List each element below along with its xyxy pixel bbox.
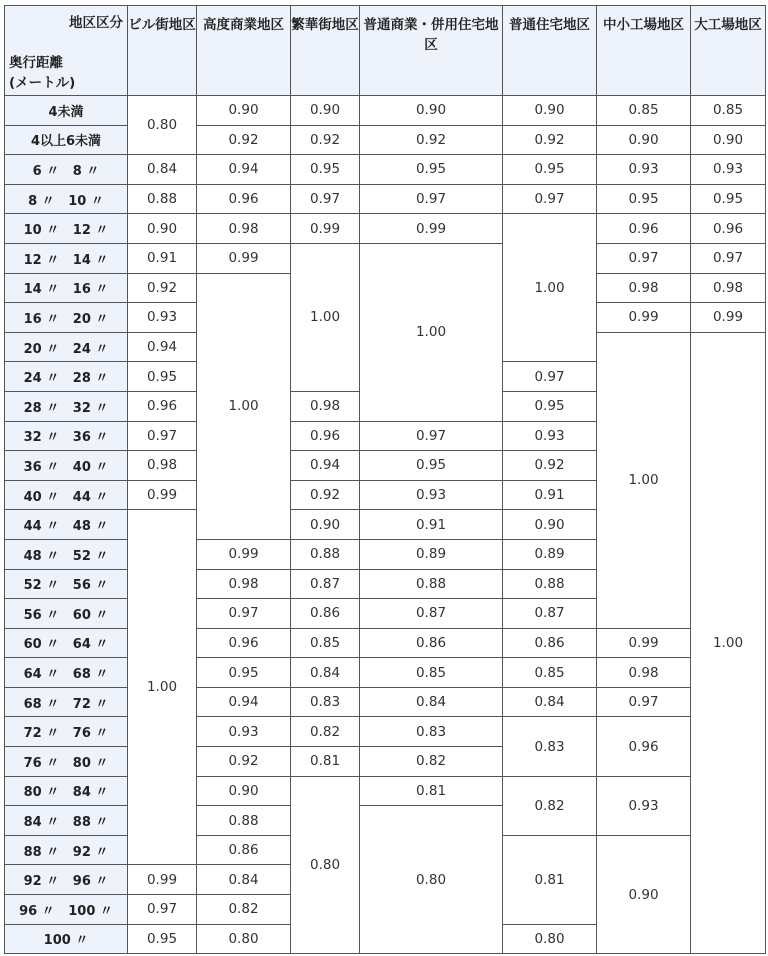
row-label-cell: 20 〃 24 〃	[5, 332, 128, 362]
value-cell: 0.90	[128, 214, 197, 244]
column-header-bustling-district: 繁華街地区	[291, 6, 360, 96]
value-cell: 1.00	[597, 332, 691, 628]
value-cell: 0.82	[360, 747, 503, 777]
value-cell: 0.90	[597, 835, 691, 953]
value-cell: 0.97	[597, 687, 691, 717]
value-cell: 0.99	[128, 480, 197, 510]
table-row	[5, 776, 766, 806]
value-cell: 0.93	[128, 303, 197, 333]
value-cell: 0.97	[360, 421, 503, 451]
row-label-cell: 28 〃 32 〃	[5, 391, 128, 421]
depth-distance-label-line2: (メートル)	[9, 75, 76, 91]
value-cell: 0.89	[503, 539, 597, 569]
row-label-cell: 96 〃 100 〃	[5, 895, 128, 925]
value-cell: 0.88	[360, 569, 503, 599]
row-label-cell: 10 〃 12 〃	[5, 214, 128, 244]
value-cell: 0.92	[291, 480, 360, 510]
value-cell: 0.95	[128, 924, 197, 954]
value-cell: 0.92	[503, 125, 597, 155]
value-cell: 0.83	[360, 717, 503, 747]
value-cell: 1.00	[291, 243, 360, 391]
value-cell: 0.93	[503, 421, 597, 451]
table-row	[5, 687, 766, 717]
value-cell: 0.99	[597, 628, 691, 658]
column-header-commercial-residential-district: 普通商業・併用住宅地区	[360, 6, 503, 96]
value-cell: 0.97	[197, 599, 291, 629]
value-cell: 0.95	[291, 155, 360, 185]
table-row	[5, 96, 766, 126]
district-category-label: 地区区分	[69, 15, 123, 31]
row-label-cell: 6 〃 8 〃	[5, 155, 128, 185]
row-label-cell: 44 〃 48 〃	[5, 510, 128, 540]
value-cell: 0.83	[291, 687, 360, 717]
depth-distance-label	[9, 53, 75, 93]
value-cell: 0.90	[503, 510, 597, 540]
value-cell: 0.80	[197, 924, 291, 954]
header-row	[5, 6, 766, 96]
table-row	[5, 214, 766, 244]
value-cell: 0.85	[691, 96, 766, 126]
row-label-cell: 32 〃 36 〃	[5, 421, 128, 451]
value-cell: 0.93	[597, 155, 691, 185]
table-row	[5, 125, 766, 155]
value-cell: 0.82	[291, 717, 360, 747]
value-cell: 0.86	[503, 628, 597, 658]
value-cell: 0.95	[503, 391, 597, 421]
row-label-cell: 84 〃 88 〃	[5, 806, 128, 836]
value-cell: 0.86	[197, 835, 291, 865]
value-cell: 0.81	[291, 747, 360, 777]
value-cell: 0.95	[197, 658, 291, 688]
row-label-cell: 8 〃 10 〃	[5, 184, 128, 214]
value-cell: 0.90	[597, 125, 691, 155]
value-cell: 0.81	[503, 835, 597, 924]
column-header-residential-district: 普通住宅地区	[503, 6, 597, 96]
table-row	[5, 658, 766, 688]
row-label-cell: 60 〃 64 〃	[5, 628, 128, 658]
value-cell: 0.91	[128, 243, 197, 273]
value-cell: 0.89	[360, 539, 503, 569]
value-cell: 0.85	[503, 658, 597, 688]
column-header-large-factory-district: 大工場地区	[691, 6, 766, 96]
row-label-cell: 88 〃 92 〃	[5, 835, 128, 865]
value-cell: 1.00	[197, 273, 291, 539]
value-cell: 0.99	[691, 303, 766, 333]
value-cell: 0.86	[291, 599, 360, 629]
value-cell: 0.94	[197, 687, 291, 717]
value-cell: 0.90	[197, 776, 291, 806]
value-cell: 0.90	[291, 510, 360, 540]
value-cell: 0.96	[291, 421, 360, 451]
value-cell: 1.00	[503, 214, 597, 362]
value-cell: 0.84	[197, 865, 291, 895]
value-cell: 0.97	[503, 362, 597, 392]
row-label-cell: 64 〃 68 〃	[5, 658, 128, 688]
value-cell: 0.90	[503, 96, 597, 126]
row-label-cell: 72 〃 76 〃	[5, 717, 128, 747]
value-cell: 0.94	[128, 332, 197, 362]
row-label-cell: 12 〃 14 〃	[5, 243, 128, 273]
row-label-cell: 92 〃 96 〃	[5, 865, 128, 895]
value-cell: 0.88	[503, 569, 597, 599]
column-header-building-district: ビル街地区	[128, 6, 197, 96]
value-cell: 0.92	[503, 451, 597, 481]
row-label-cell: 16 〃 20 〃	[5, 303, 128, 333]
value-cell: 0.95	[360, 451, 503, 481]
table-row	[5, 155, 766, 185]
value-cell: 0.85	[360, 658, 503, 688]
value-cell: 0.87	[291, 569, 360, 599]
value-cell: 0.90	[360, 96, 503, 126]
value-cell: 0.92	[360, 125, 503, 155]
value-cell: 0.96	[691, 214, 766, 244]
value-cell: 0.84	[291, 658, 360, 688]
value-cell: 0.80	[360, 806, 503, 954]
value-cell: 0.99	[291, 214, 360, 244]
value-cell: 0.98	[197, 569, 291, 599]
row-label-cell: 52 〃 56 〃	[5, 569, 128, 599]
value-cell: 0.92	[197, 747, 291, 777]
value-cell: 0.84	[503, 687, 597, 717]
value-cell: 0.94	[291, 451, 360, 481]
row-label-cell: 48 〃 52 〃	[5, 539, 128, 569]
row-label-cell: 36 〃 40 〃	[5, 451, 128, 481]
table-row	[5, 184, 766, 214]
value-cell: 0.98	[197, 214, 291, 244]
value-cell: 0.96	[597, 214, 691, 244]
value-cell: 0.92	[291, 125, 360, 155]
corner-header-cell	[5, 6, 128, 96]
value-cell: 0.99	[197, 243, 291, 273]
value-cell: 0.93	[197, 717, 291, 747]
value-cell: 0.98	[691, 273, 766, 303]
value-cell: 0.97	[597, 243, 691, 273]
column-header-small-factory-district: 中小工場地区	[597, 6, 691, 96]
value-cell: 0.96	[597, 717, 691, 776]
value-cell: 0.96	[128, 391, 197, 421]
value-cell: 0.93	[691, 155, 766, 185]
table-row	[5, 628, 766, 658]
value-cell: 0.97	[691, 243, 766, 273]
value-cell: 1.00	[128, 510, 197, 865]
row-label-cell: 40 〃 44 〃	[5, 480, 128, 510]
row-label-cell: 76 〃 80 〃	[5, 747, 128, 777]
value-cell: 0.97	[503, 184, 597, 214]
value-cell: 0.95	[360, 155, 503, 185]
row-label-cell: 100 〃	[5, 924, 128, 954]
row-label-cell: 80 〃 84 〃	[5, 776, 128, 806]
row-label-cell: 14 〃 16 〃	[5, 273, 128, 303]
value-cell: 0.88	[197, 806, 291, 836]
value-cell: 0.98	[128, 451, 197, 481]
value-cell: 0.90	[291, 96, 360, 126]
value-cell: 0.82	[503, 776, 597, 835]
value-cell: 0.91	[503, 480, 597, 510]
value-cell: 1.00	[360, 243, 503, 421]
value-cell: 0.82	[197, 895, 291, 925]
depth-distance-label-line1: 奥行距離	[9, 55, 63, 71]
value-cell: 0.80	[291, 776, 360, 954]
value-cell: 0.80	[503, 924, 597, 954]
value-cell: 0.85	[291, 628, 360, 658]
row-label-cell: 68 〃 72 〃	[5, 687, 128, 717]
value-cell: 0.99	[128, 865, 197, 895]
value-cell: 0.88	[128, 184, 197, 214]
value-cell: 0.87	[360, 599, 503, 629]
row-label-cell: 56 〃 60 〃	[5, 599, 128, 629]
value-cell: 0.97	[291, 184, 360, 214]
value-cell: 0.87	[503, 599, 597, 629]
value-cell: 0.98	[597, 273, 691, 303]
value-cell: 0.97	[128, 421, 197, 451]
value-cell: 0.81	[360, 776, 503, 806]
value-cell: 0.91	[360, 510, 503, 540]
value-cell: 0.95	[128, 362, 197, 392]
value-cell: 1.00	[691, 332, 766, 953]
value-cell: 0.95	[597, 184, 691, 214]
value-cell: 0.92	[197, 125, 291, 155]
row-label-cell: 4未満	[5, 96, 128, 126]
value-cell: 0.84	[360, 687, 503, 717]
value-cell: 0.96	[197, 184, 291, 214]
value-cell: 0.97	[128, 895, 197, 925]
value-cell: 0.99	[197, 539, 291, 569]
value-cell: 0.98	[291, 391, 360, 421]
table-row	[5, 243, 766, 273]
value-cell: 0.99	[360, 214, 503, 244]
depth-correction-table-wrapper	[4, 5, 766, 954]
value-cell: 0.93	[360, 480, 503, 510]
value-cell: 0.99	[597, 303, 691, 333]
value-cell: 0.83	[503, 717, 597, 776]
value-cell: 0.98	[597, 658, 691, 688]
row-label-cell: 24 〃 28 〃	[5, 362, 128, 392]
value-cell: 0.93	[597, 776, 691, 835]
value-cell: 0.90	[197, 96, 291, 126]
value-cell: 0.80	[128, 96, 197, 155]
value-cell: 0.90	[691, 125, 766, 155]
value-cell: 0.94	[197, 155, 291, 185]
column-header-high-commercial-district: 高度商業地区	[197, 6, 291, 96]
value-cell: 0.88	[291, 539, 360, 569]
depth-correction-table	[4, 5, 766, 954]
value-cell: 0.95	[503, 155, 597, 185]
value-cell: 0.97	[360, 184, 503, 214]
value-cell: 0.92	[128, 273, 197, 303]
value-cell: 0.85	[597, 96, 691, 126]
table-row	[5, 717, 766, 747]
value-cell: 0.96	[197, 628, 291, 658]
value-cell: 0.86	[360, 628, 503, 658]
value-cell: 0.95	[691, 184, 766, 214]
row-label-cell: 4以上6未満	[5, 125, 128, 155]
value-cell: 0.84	[128, 155, 197, 185]
